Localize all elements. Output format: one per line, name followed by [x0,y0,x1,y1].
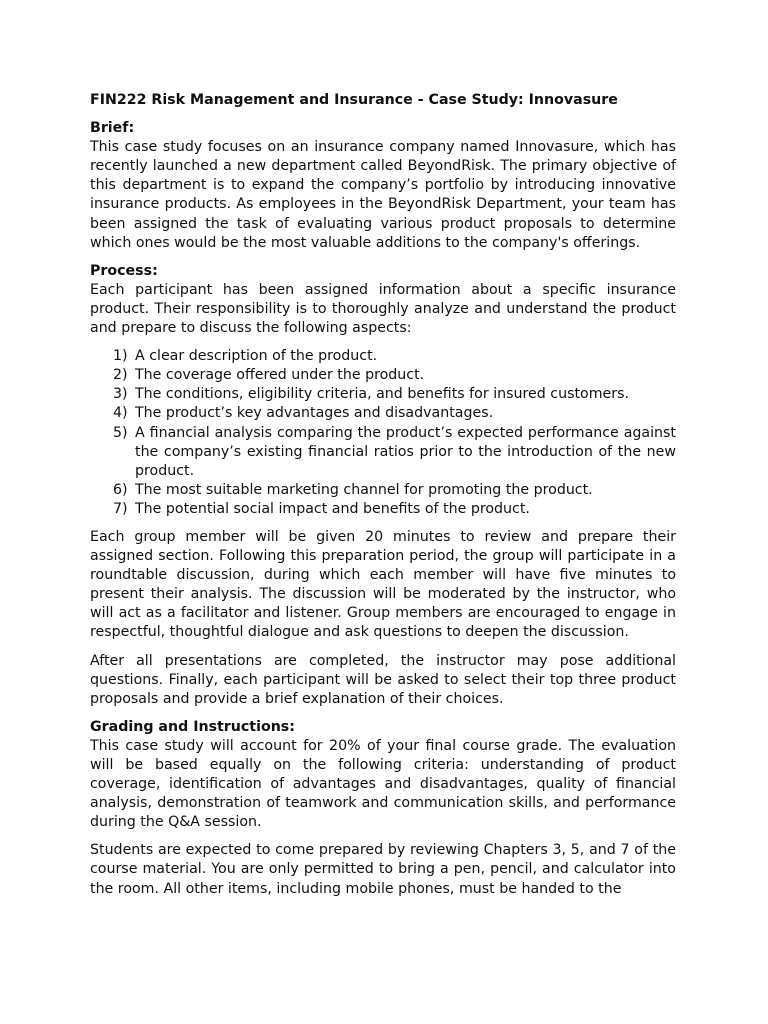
list-item-text: The potential social impact and benefits of the product. [135,500,530,517]
list-item-number: 1) [113,348,128,365]
list-item-text: A clear description of the product. [135,348,378,365]
process-intro-paragraph: Each participant has been assigned information about a specific insurance product. Their responsibility is to thoroughly analyze and understand the product and prepare to discuss the following aspects: [90,281,676,337]
document-title: FIN222 Risk Management and Insurance - Case Study: Innovasure [90,92,618,108]
brief-paragraph: This case study focuses on an insurance company named Innovasure, which has recently launched a new department called BeyondRisk. The primary objective of this department is to expand the company’s portfolio by introducing innovative insurance products. As employees in the BeyondRisk Department, your team has been assigned the task of evaluating various product proposals to determine which ones would be the most valuable additions to the company's offerings. [90,139,676,251]
brief-section [90,119,676,253]
list-item [90,424,676,481]
grading-paragraph-instructions: Students are expected to come prepared by reviewing Chapters 3, 5, and 7 of the course material. You are only permitted to bring a pen, pencil, and calculator into the room. All other items, including mobile phones, must be handed to the [90,842,676,897]
list-item-number: 7) [113,500,128,517]
list-item [90,481,676,500]
list-item-text: The coverage offered under the product. [135,367,425,384]
list-item [90,500,676,519]
aspects-list [90,347,676,519]
document-content [90,91,676,908]
brief-heading: Brief: [90,120,135,137]
list-item [90,347,676,366]
grading-heading: Grading and Instructions: [90,718,295,735]
list-item-text: A financial analysis comparing the product’s expected performance against the company’s existing financial ratios prior to the introduction of the new product. [135,424,676,479]
process-paragraph-discussion: Each group member will be given 20 minutes to review and prepare their assigned section. Following this preparation period, the group will participate in a roundtable discussion, during which each member will have five minutes to present their analysis. The discussion will be moderated by the instructor, who will act as a facilitator and listener. Group members are encouraged to engage in respectful, thoughtful dialogue and ask questions to deepen the discussion. [90,528,676,641]
list-item-text: The most suitable marketing channel for promoting the product. [135,481,593,498]
list-item [90,385,676,404]
list-item-text: The conditions, eligibility criteria, and benefits for insured customers. [135,386,629,403]
list-item-number: 5) [113,424,128,441]
grading-paragraph-criteria: This case study will account for 20% of your final course grade. The evaluation will be based equally on the following criteria: understanding of product coverage, identification of advantages and disadvantages, quality of financial analysis, demonstration of teamwork and communication skills, and performance during the Q&A session. [90,737,676,831]
list-item-number: 4) [113,405,128,422]
list-item-number: 6) [113,481,128,498]
grading-section [90,718,676,899]
process-section [90,262,676,709]
list-item-number: 2) [113,367,128,384]
list-item-text: The product’s key advantages and disadvantages. [135,405,494,422]
process-paragraph-selection: After all presentations are completed, the instructor may pose additional questions. Finally, each participant will be asked to select their top three product proposals and provide a brief explanation of their choices. [90,652,676,707]
process-heading: Process: [90,262,158,279]
list-item [90,404,676,423]
list-item [90,366,676,385]
list-item-number: 3) [113,386,128,403]
